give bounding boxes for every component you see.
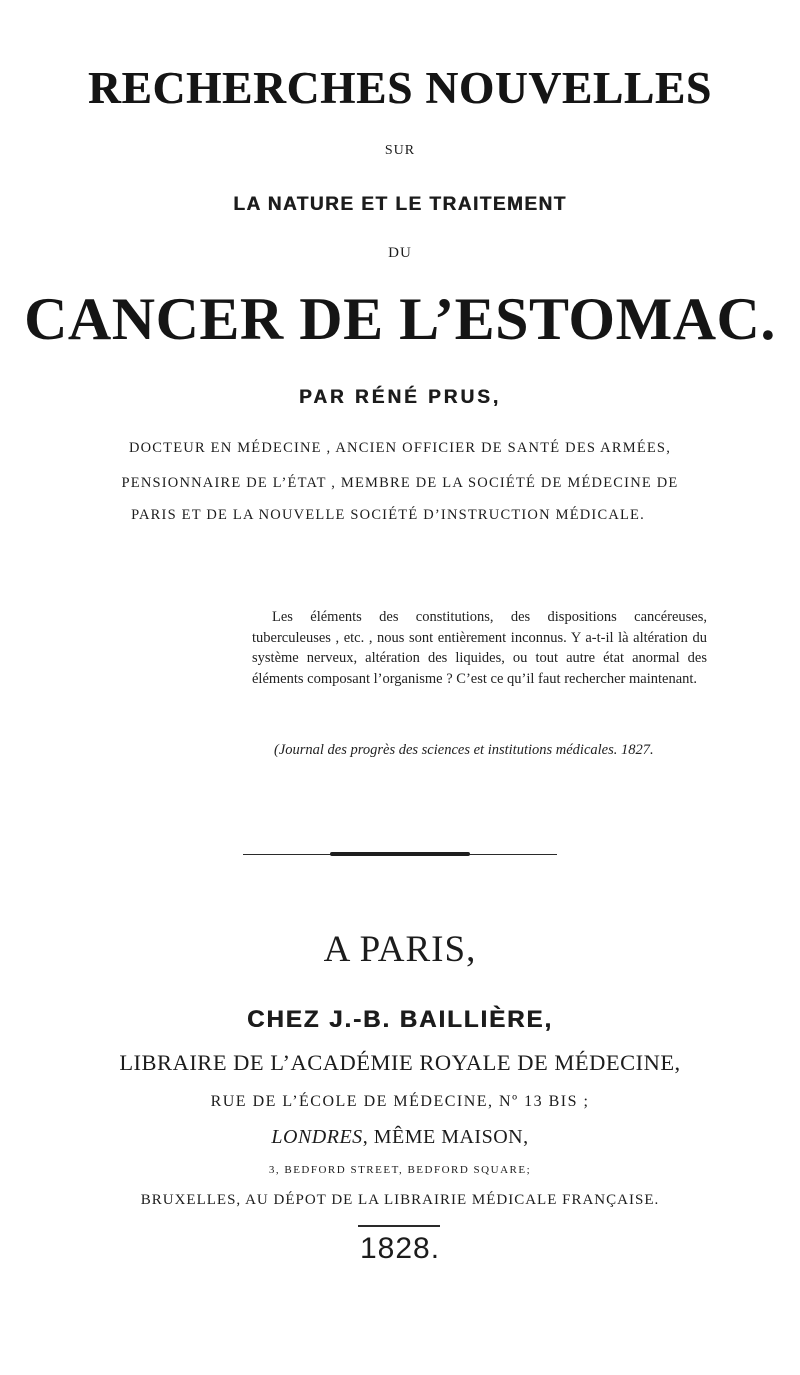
imprint-london-address: 3, BEDFORD STREET, BEDFORD SQUARE;: [268, 1164, 532, 1176]
imprint-london: [0, 1126, 800, 1149]
imprint-london-city: LONDRES: [271, 1126, 363, 1148]
imprint-publisher-title: LIBRAIRE DE L’ACADÉMIE ROYALE DE MÉDECINE,: [119, 1050, 681, 1075]
author-credentials-line-1: DOCTEUR EN MÉDECINE , ANCIEN OFFICIER DE SANTÉ DES ARMÉES,: [128, 440, 672, 456]
epigraph-text: Les éléments des constitutions, des dispositions cancéreuses, tuberculeuses , etc. , nous sont entièrement inconnus. Y a-t-il là altération du système nerveux, altération des liquides, ou tout autre état anormal des éléments composant l’organisme ? C’est ce qu’il faut rechercher maintenant.: [252, 609, 707, 687]
imprint-london-rest: , MÊME MAISON,: [362, 1126, 529, 1148]
author-credentials-line-3: PARIS ET DE LA NOUVELLE SOCIÉTÉ D’INSTRUCTION MÉDICALE.: [131, 507, 645, 523]
author-name: PAR RÉNÉ PRUS,: [298, 387, 502, 408]
main-title: RECHERCHES NOUVELLES: [88, 63, 712, 113]
subject-title: CANCER DE L’ESTOMAC.: [24, 286, 776, 352]
preposition-sur: SUR: [384, 143, 416, 158]
divider-rule-center: [330, 852, 470, 856]
imprint-brussels: BRUXELLES, AU DÉPOT DE LA LIBRAIRIE MÉDICALE FRANÇAISE.: [140, 1192, 660, 1208]
author-credentials-line-2: PENSIONNAIRE DE L’ÉTAT , MEMBRE DE LA SOCIÉTÉ DE MÉDECINE DE: [121, 475, 679, 491]
imprint-address: RUE DE L’ÉCOLE DE MÉDECINE, Nº 13 BIS ;: [210, 1093, 590, 1110]
year-rule: [358, 1225, 440, 1227]
imprint-publisher: CHEZ J.-B. BAILLIÈRE,: [246, 1006, 553, 1033]
imprint-place: A PARIS,: [323, 929, 477, 970]
epigraph-source: (Journal des progrès des sciences et institutions médicales. 1827.: [274, 742, 654, 758]
preposition-du: DU: [388, 245, 412, 261]
publication-year: 1828.: [359, 1232, 441, 1265]
subtitle: LA NATURE ET LE TRAITEMENT: [233, 194, 567, 215]
